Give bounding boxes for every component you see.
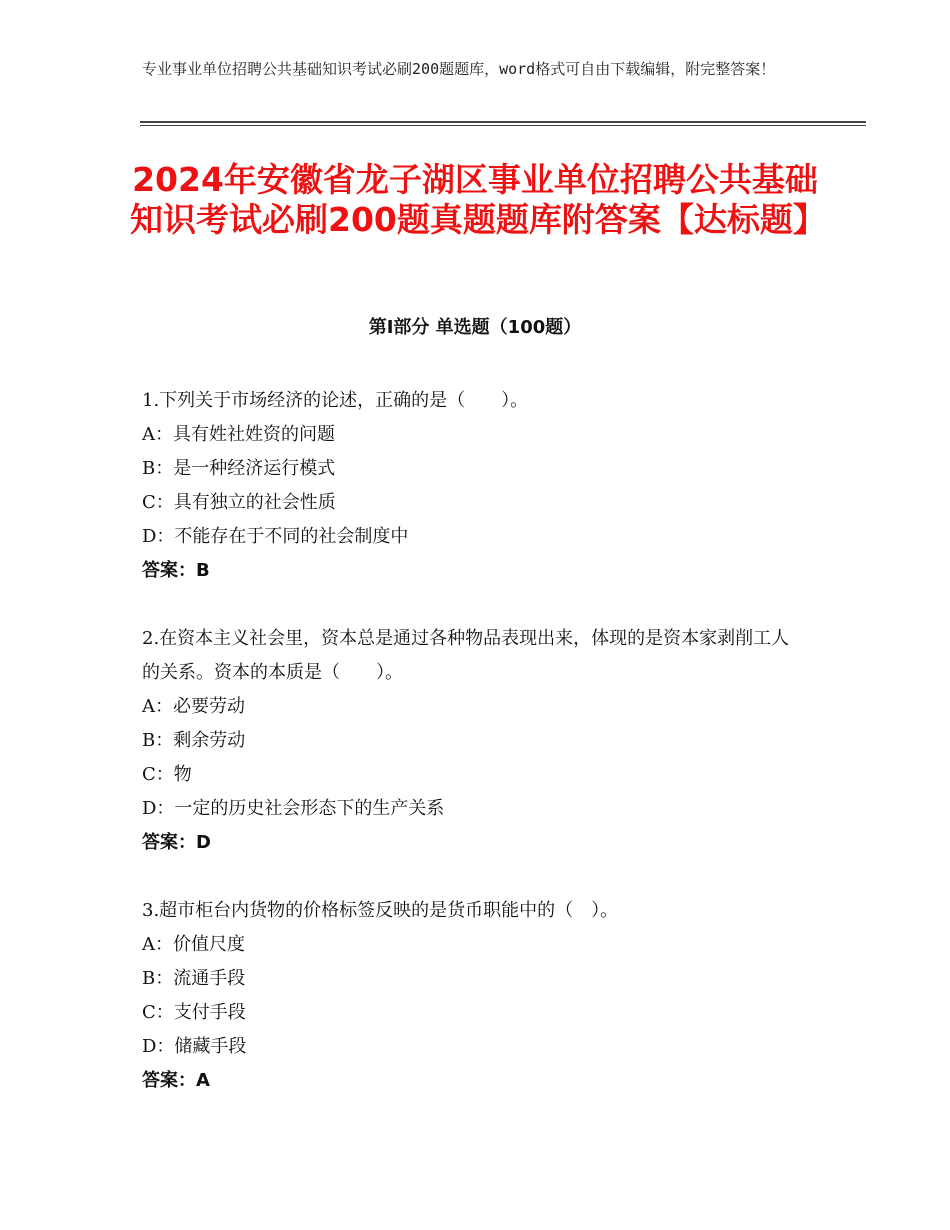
question-list — [142, 384, 822, 1132]
option-c: C：物 — [142, 764, 192, 785]
question-2 — [142, 622, 822, 860]
question-3 — [142, 894, 822, 1098]
option-c: C：具有独立的社会性质 — [142, 492, 336, 513]
section-title: 第Ⅰ部分 单选题（100题） — [368, 317, 582, 338]
header-divider-thin — [140, 125, 866, 126]
option-b: B：剩余劳动 — [142, 730, 246, 751]
header-divider-thick — [140, 121, 866, 123]
answer: 答案：B — [142, 560, 210, 581]
option-d: D：一定的历史社会形态下的生产关系 — [142, 798, 445, 819]
option-d: D：不能存在于不同的社会制度中 — [142, 526, 409, 547]
option-a: A：必要劳动 — [142, 696, 245, 717]
question-text: 1.下列关于市场经济的论述，正确的是（ ）。 — [142, 390, 529, 411]
question-1 — [142, 384, 822, 588]
answer: 答案：D — [142, 832, 211, 853]
option-b: B：流通手段 — [142, 968, 246, 989]
header-note: 专业事业单位招聘公共基础知识考试必刷200题题库，word格式可自由下载编辑，附完整答案！ — [142, 60, 776, 78]
answer: 答案：A — [142, 1070, 210, 1091]
document-title: 2024年安徽省龙子湖区事业单位招聘公共基础知识考试必刷200题真题题库附答案【达标题】 — [130, 160, 826, 239]
option-b: B：是一种经济运行模式 — [142, 458, 336, 479]
option-a: A：价值尺度 — [142, 934, 245, 955]
option-d: D：储藏手段 — [142, 1036, 247, 1057]
question-text: 2.在资本主义社会里，资本总是通过各种物品表现出来，体现的是资本家剥削工人的关系。资本的本质是（ ）。 — [142, 628, 790, 683]
option-c: C：支付手段 — [142, 1002, 246, 1023]
question-text: 3.超市柜台内货物的价格标签反映的是货币职能中的（ ）。 — [142, 900, 619, 921]
option-a: A：具有姓社姓资的问题 — [142, 424, 335, 445]
